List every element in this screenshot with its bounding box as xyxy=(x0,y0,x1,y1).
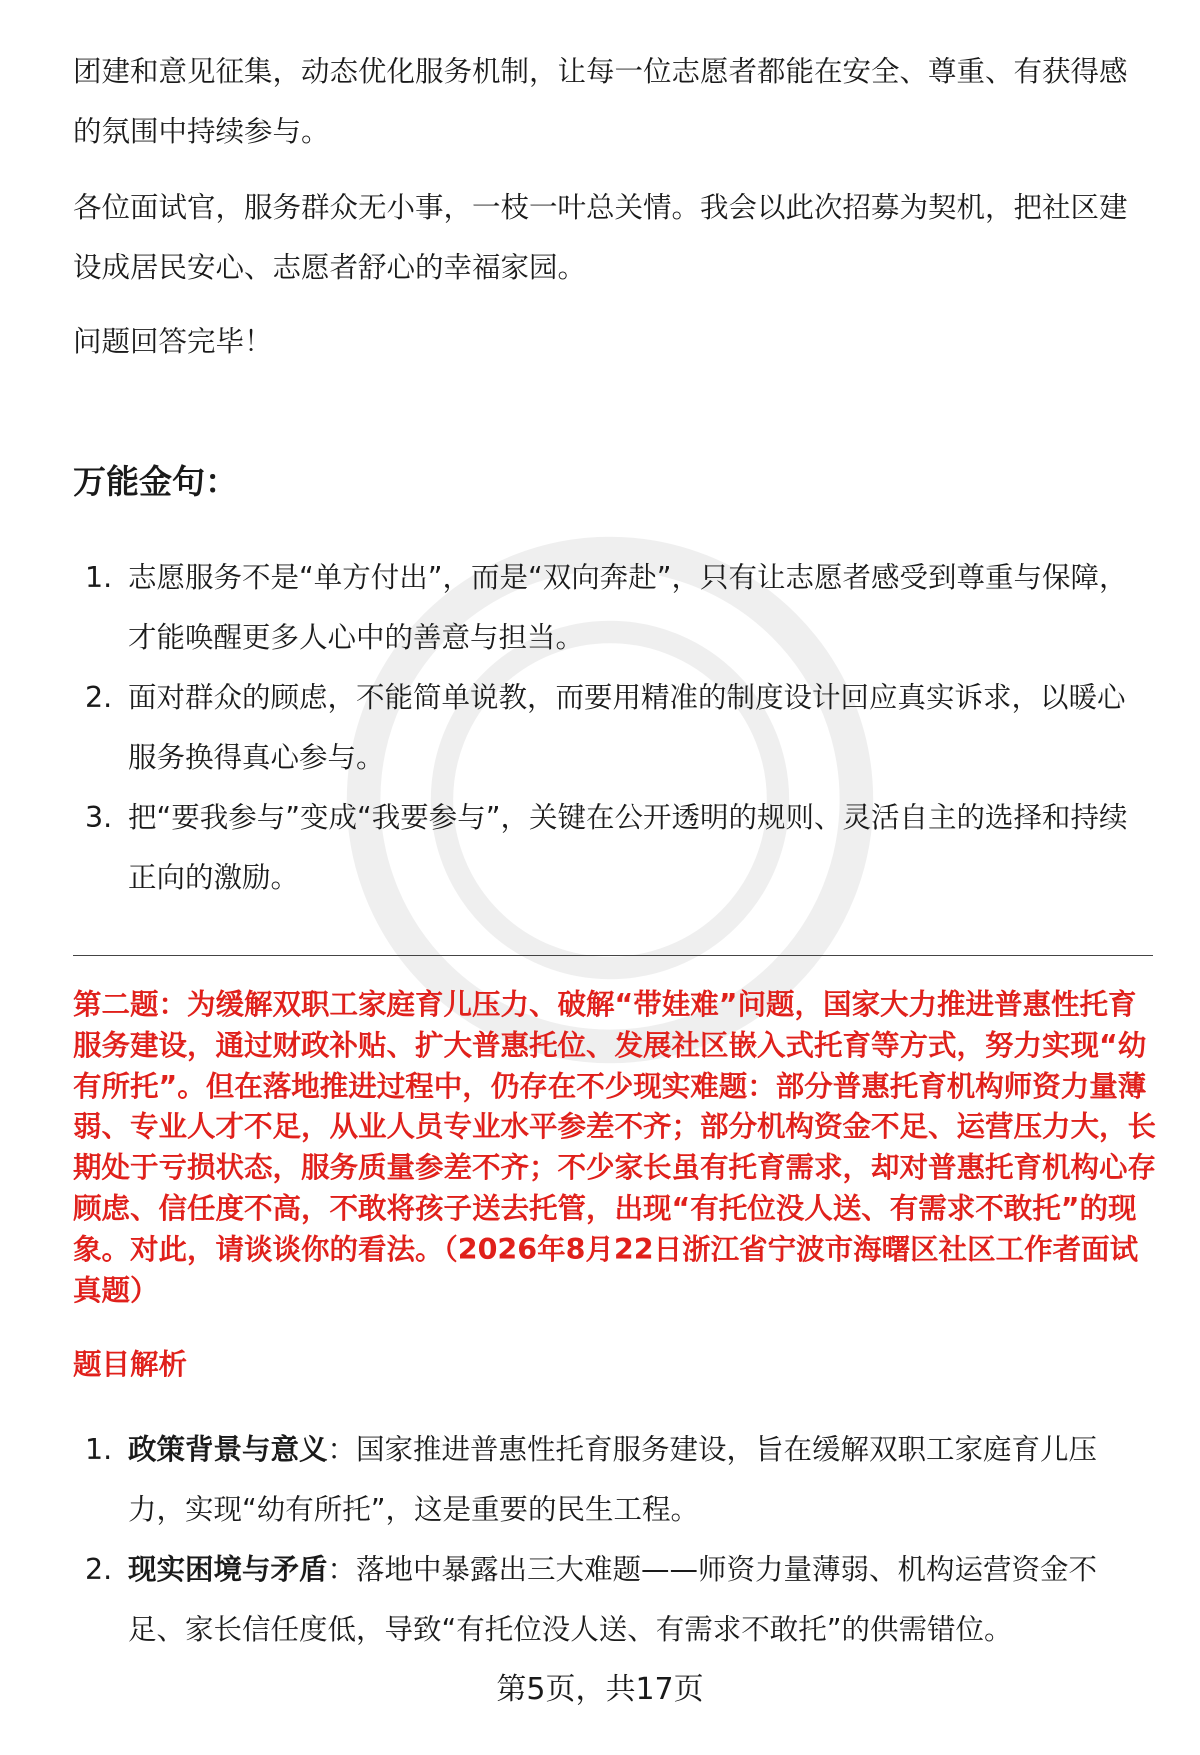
section-divider xyxy=(73,955,1153,956)
list-item-title: 政策背景与意义 xyxy=(128,1433,328,1466)
list-item-text: 把“要我参与”变成“我要参与”，关键在公开透明的规则、灵活自主的选择和持续正向的激励。 xyxy=(128,801,1128,894)
question-prompt: 第二题：为缓解双职工家庭育儿压力、破解“带娃难”问题，国家大力推进普惠性托育服务建设，通过财政补贴、扩大普惠托位、发展社区嵌入式托育等方式，努力实现“幼有所托”。但在落地推进过程中，仍存在不少现实难题：部分普惠托育机构师资力量薄弱、专业人才不足，从业人员专业水平参差不齐；部分机构资金不足、运营压力大，长期处于亏损状态，服务质量参差不齐；不少家长虽有托育需求，却对普惠托育机构心存顾虑、信任度不高，不敢将孩子送去托管，出现“有托位没人送、有需求不敢托”的现象。对此，请谈谈你的看法。（2026年8月22日浙江省宁波市海曙区社区工作者面试真题） xyxy=(73,988,1157,1307)
list-number: 1. xyxy=(85,1433,113,1466)
analysis-list xyxy=(73,1420,1151,1660)
intro-paragraph-2: 各位面试官，服务群众无小事，一枝一叶总关情。我会以此次招募为契机，把社区建设成居民安心、志愿者舒心的幸福家园。 xyxy=(73,191,1128,284)
list-item xyxy=(73,1540,1151,1660)
golden-sentences-list xyxy=(73,548,1151,908)
list-item-text: ：国家推进普惠性托育服务建设，旨在缓解双职工家庭育儿压力，实现“幼有所托”，这是重要的民生工程。 xyxy=(128,1433,1098,1526)
list-item xyxy=(73,668,1151,788)
list-item-text: 志愿服务不是“单方付出”，而是“双向奔赴”，只有让志愿者感受到尊重与保障，才能唤醒更多人心中的善意与担当。 xyxy=(128,561,1128,654)
list-item-text: 面对群众的顾虑，不能简单说教，而要用精准的制度设计回应真实诉求，以暖心服务换得真心参与。 xyxy=(128,681,1126,774)
list-item-text: ：落地中暴露出三大难题——师资力量薄弱、机构运营资金不足、家长信任度低，导致“有托位没人送、有需求不敢托”的供需错位。 xyxy=(128,1553,1098,1646)
page-footer: 第5页，共17页 xyxy=(496,1672,704,1707)
list-number: 3. xyxy=(85,801,113,834)
analysis-heading: 题目解析 xyxy=(73,1348,188,1381)
intro-paragraph-3: 问题回答完毕！ xyxy=(73,325,273,358)
list-item xyxy=(73,788,1151,908)
intro-paragraph-1: 团建和意见征集，动态优化服务机制，让每一位志愿者都能在安全、尊重、有获得感的氛围中持续参与。 xyxy=(73,55,1128,148)
golden-sentences-heading: 万能金句： xyxy=(73,462,238,501)
list-item xyxy=(73,1420,1151,1540)
list-number: 2. xyxy=(85,1553,113,1586)
list-item xyxy=(73,548,1151,668)
list-item-title: 现实困境与矛盾 xyxy=(128,1553,328,1586)
list-number: 2. xyxy=(85,681,113,714)
list-number: 1. xyxy=(85,561,113,594)
